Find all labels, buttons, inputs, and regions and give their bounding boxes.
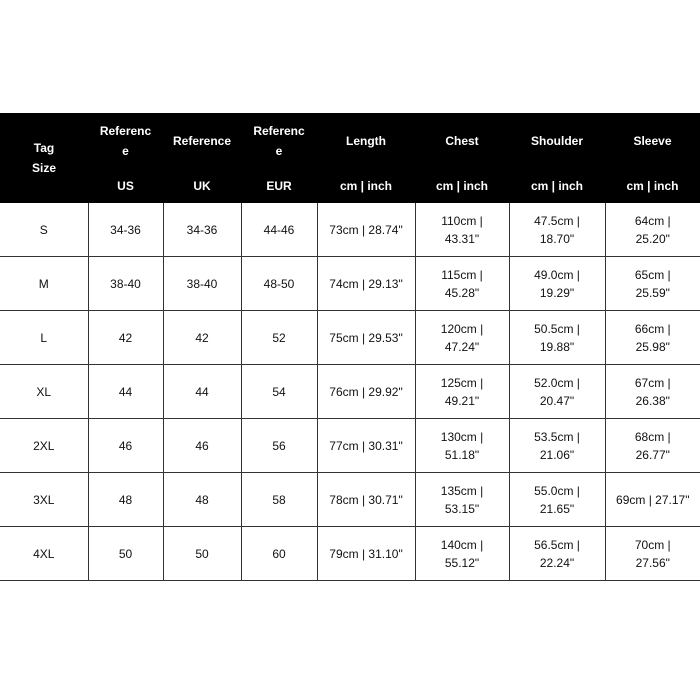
- cell-sleeve: 66cm | 25.98": [605, 311, 700, 365]
- cell-sleeve: 69cm | 27.17": [605, 473, 700, 527]
- cell-shoulder: 52.0cm | 20.47": [509, 365, 605, 419]
- cell-length: 78cm | 30.71": [317, 473, 415, 527]
- cell-ref-eur: 48-50: [241, 257, 317, 311]
- cell-tag-size: L: [0, 311, 88, 365]
- header-reference-uk: Reference: [163, 113, 241, 168]
- header-shoulder: Shoulder: [509, 113, 605, 168]
- cell-shoulder: 47.5cm | 18.70": [509, 203, 605, 257]
- table-row: [0, 527, 700, 581]
- cell-ref-eur: 56: [241, 419, 317, 473]
- cell-sleeve: 68cm | 26.77": [605, 419, 700, 473]
- cell-chest: 125cm | 49.21": [415, 365, 509, 419]
- cell-length: 79cm | 31.10": [317, 527, 415, 581]
- header-us: US: [88, 168, 163, 203]
- header-eur: EUR: [241, 168, 317, 203]
- cell-ref-us: 38-40: [88, 257, 163, 311]
- cell-tag-size: M: [0, 257, 88, 311]
- cell-ref-uk: 44: [163, 365, 241, 419]
- cell-tag-size: 2XL: [0, 419, 88, 473]
- cell-ref-uk: 34-36: [163, 203, 241, 257]
- cell-ref-us: 46: [88, 419, 163, 473]
- header-length-unit: cm | inch: [317, 168, 415, 203]
- header-sleeve: Sleeve: [605, 113, 700, 168]
- header-tag-size: Tag Size: [0, 113, 88, 203]
- cell-ref-eur: 58: [241, 473, 317, 527]
- cell-ref-uk: 50: [163, 527, 241, 581]
- size-chart: [0, 113, 700, 581]
- cell-ref-uk: 42: [163, 311, 241, 365]
- cell-chest: 120cm | 47.24": [415, 311, 509, 365]
- cell-sleeve: 67cm | 26.38": [605, 365, 700, 419]
- cell-ref-uk: 46: [163, 419, 241, 473]
- cell-tag-size: 4XL: [0, 527, 88, 581]
- cell-chest: 135cm | 53.15": [415, 473, 509, 527]
- cell-ref-us: 42: [88, 311, 163, 365]
- cell-shoulder: 56.5cm | 22.24": [509, 527, 605, 581]
- cell-length: 74cm | 29.13": [317, 257, 415, 311]
- cell-tag-size: S: [0, 203, 88, 257]
- cell-length: 76cm | 29.92": [317, 365, 415, 419]
- header-length: Length: [317, 113, 415, 168]
- cell-sleeve: 70cm | 27.56": [605, 527, 700, 581]
- table-row: [0, 473, 700, 527]
- header-uk: UK: [163, 168, 241, 203]
- cell-ref-us: 48: [88, 473, 163, 527]
- cell-chest: 115cm | 45.28": [415, 257, 509, 311]
- cell-ref-uk: 48: [163, 473, 241, 527]
- cell-shoulder: 49.0cm | 19.29": [509, 257, 605, 311]
- cell-ref-eur: 54: [241, 365, 317, 419]
- cell-shoulder: 50.5cm | 19.88": [509, 311, 605, 365]
- cell-chest: 110cm | 43.31": [415, 203, 509, 257]
- header-chest-unit: cm | inch: [415, 168, 509, 203]
- table-row: [0, 365, 700, 419]
- cell-ref-eur: 60: [241, 527, 317, 581]
- header-sleeve-unit: cm | inch: [605, 168, 700, 203]
- cell-chest: 130cm | 51.18": [415, 419, 509, 473]
- cell-length: 75cm | 29.53": [317, 311, 415, 365]
- cell-shoulder: 55.0cm | 21.65": [509, 473, 605, 527]
- cell-ref-us: 34-36: [88, 203, 163, 257]
- cell-shoulder: 53.5cm | 21.06": [509, 419, 605, 473]
- header-shoulder-unit: cm | inch: [509, 168, 605, 203]
- header-chest: Chest: [415, 113, 509, 168]
- cell-ref-us: 44: [88, 365, 163, 419]
- cell-ref-eur: 52: [241, 311, 317, 365]
- cell-ref-eur: 44-46: [241, 203, 317, 257]
- cell-ref-uk: 38-40: [163, 257, 241, 311]
- cell-length: 73cm | 28.74": [317, 203, 415, 257]
- table-row: [0, 419, 700, 473]
- cell-chest: 140cm | 55.12": [415, 527, 509, 581]
- cell-tag-size: 3XL: [0, 473, 88, 527]
- table-row: [0, 257, 700, 311]
- cell-tag-size: XL: [0, 365, 88, 419]
- cell-length: 77cm | 30.31": [317, 419, 415, 473]
- table-row: [0, 311, 700, 365]
- cell-sleeve: 65cm | 25.59": [605, 257, 700, 311]
- size-table: [0, 113, 700, 581]
- header-reference-eur: Referenc e: [241, 113, 317, 168]
- cell-ref-us: 50: [88, 527, 163, 581]
- table-header: [0, 113, 700, 203]
- table-body: [0, 203, 700, 581]
- header-reference-us: Referenc e: [88, 113, 163, 168]
- table-row: [0, 203, 700, 257]
- cell-sleeve: 64cm | 25.20": [605, 203, 700, 257]
